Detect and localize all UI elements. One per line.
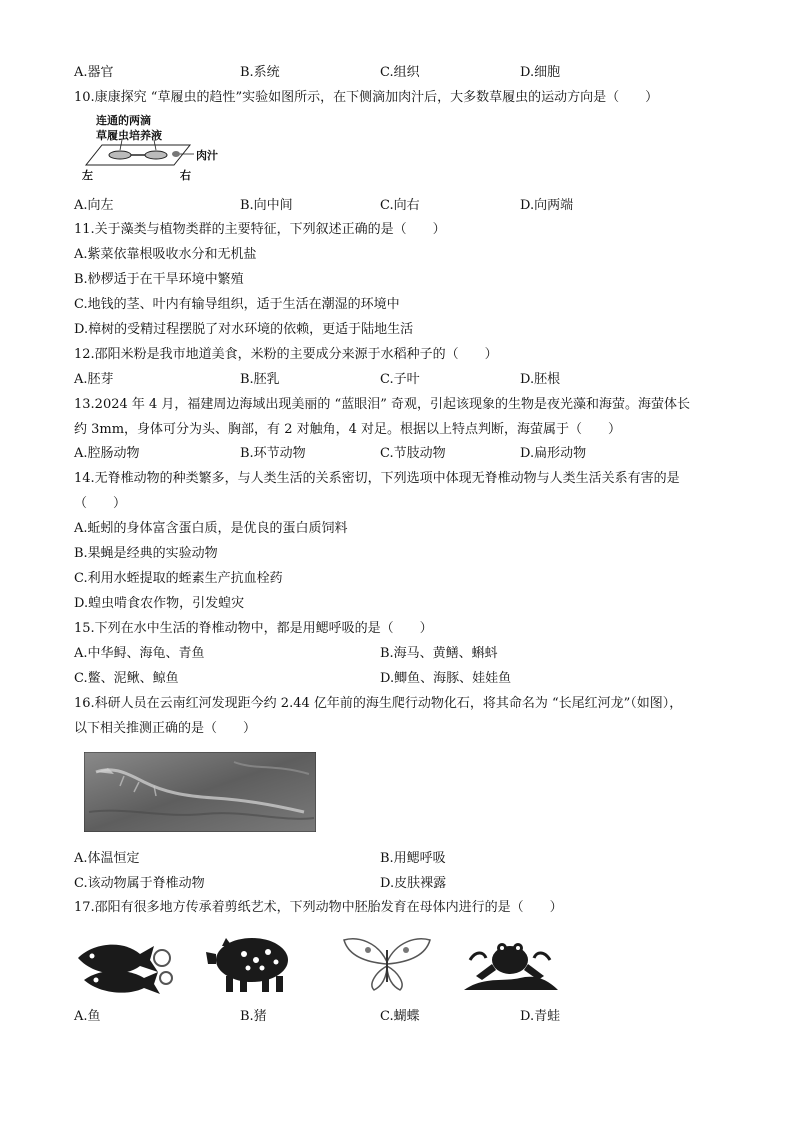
q11-option-b: B.桫椤适于在干旱环境中繁殖 — [74, 272, 244, 287]
q12-option-b: B.胚乳 — [240, 372, 280, 387]
slide-diagram — [74, 110, 254, 182]
q11-option-c: C.地钱的茎、叶内有输导组织，适于生活在潮湿的环境中 — [74, 297, 400, 312]
fossil-image — [84, 752, 316, 832]
q16-option-b: B.用鳃呼吸 — [380, 851, 446, 866]
q17-option-a: A.鱼 — [74, 1009, 101, 1024]
figure-label-culture: 草履虫培养液 — [96, 129, 162, 142]
q15-option-c: C.鳖、泥鳅、鲸鱼 — [74, 671, 179, 686]
q16-stem-line1: 16.科研人员在云南红河发现距今约 2.44 亿年前的海生爬行动物化石，将其命名为 “长尾红河龙”（如图）， — [74, 696, 683, 711]
q14-stem-line2: （ ） — [74, 496, 127, 511]
fish-papercut-icon — [74, 928, 174, 998]
q9-option-a: A.器官 — [74, 65, 114, 80]
figure-label-connected-drops: 连通的两滴 — [96, 114, 151, 127]
q9-option-b: B.系统 — [240, 65, 280, 80]
q13-option-c: C.节肢动物 — [380, 446, 446, 461]
q16-option-d: D.皮肤裸露 — [380, 876, 447, 891]
butterfly-papercut-icon — [338, 932, 436, 994]
q13-stem-line1: 13.2024 年 4 月，福建周边海域出现美丽的 “蓝眼泪” 奇观，引起该现象的生物是夜光藻和海萤。海萤体长 — [74, 397, 690, 412]
q16-stem-line2: 以下相关推测正确的是（ ） — [74, 721, 257, 736]
q14-option-a: A.蚯蚓的身体富含蛋白质，是优良的蛋白质饲料 — [74, 521, 348, 536]
q16-option-c: C.该动物属于脊椎动物 — [74, 876, 205, 891]
q10-option-a: A.向左 — [74, 198, 114, 213]
q11-stem: 11.关于藻类与植物类群的主要特征，下列叙述正确的是（ ） — [74, 222, 446, 237]
q17-option-c: C.蝴蝶 — [380, 1009, 420, 1024]
q9-option-d: D.细胞 — [520, 65, 561, 80]
q10-option-b: B.向中间 — [240, 198, 293, 213]
q10-option-d: D.向两端 — [520, 198, 574, 213]
q15-option-d: D.鲫鱼、海豚、娃娃鱼 — [380, 671, 512, 686]
q10-stem: 10.康康探究 “草履虫的趋性”实验如图所示，在下侧滴加肉汁后，大多数草履虫的运动方向是（ ） — [74, 90, 659, 105]
paramecium-experiment-figure — [74, 110, 254, 182]
q17-stem: 17.邵阳有很多地方传承着剪纸艺术，下列动物中胚胎发育在母体内进行的是（ ） — [74, 900, 563, 915]
q15-stem: 15.下列在水中生活的脊椎动物中，都是用鳃呼吸的是（ ） — [74, 621, 433, 636]
q12-option-a: A.胚芽 — [74, 372, 114, 387]
q16-option-a: A.体温恒定 — [74, 851, 140, 866]
q12-option-d: D.胚根 — [520, 372, 561, 387]
q14-option-d: D.蝗虫啃食农作物，引发蝗灾 — [74, 596, 245, 611]
q13-option-d: D.扁形动物 — [520, 446, 587, 461]
frog-papercut-icon — [460, 930, 560, 996]
q14-option-c: C.利用水蛭提取的蛭素生产抗血栓药 — [74, 571, 283, 586]
q14-stem-line1: 14.无脊椎动物的种类繁多，与人类生活的关系密切，下列选项中体现无脊椎动物与人类生活关系有害的是 — [74, 471, 680, 486]
q11-option-a: A.紫菜依靠根吸收水分和无机盐 — [74, 247, 257, 262]
q15-option-a: A.中华鲟、海龟、青鱼 — [74, 646, 205, 661]
fossil-photo — [84, 752, 316, 832]
q9-option-c: C.组织 — [380, 65, 420, 80]
figure-label-right: 右 — [180, 169, 191, 182]
figure-label-left: 左 — [82, 169, 93, 182]
q13-stem-line2: 约 3mm，身体可分为头、胸部，有 2 对触角，4 对足。根据以上特点判断，海萤属于（ ） — [74, 422, 621, 437]
q17-option-d: D.青蛙 — [520, 1009, 561, 1024]
figure-label-meat-juice: 肉汁 — [196, 149, 218, 162]
q12-option-c: C.子叶 — [380, 372, 420, 387]
q14-option-b: B.果蝇是经典的实验动物 — [74, 546, 218, 561]
q13-option-b: B.环节动物 — [240, 446, 306, 461]
q15-option-b: B.海马、黄鳝、蝌蚪 — [380, 646, 498, 661]
pig-papercut-icon — [204, 930, 296, 994]
q13-option-a: A.腔肠动物 — [74, 446, 140, 461]
q11-option-d: D.樟树的受精过程摆脱了对水环境的依赖，更适于陆地生活 — [74, 322, 414, 337]
q17-option-b: B.猪 — [240, 1009, 267, 1024]
q12-stem: 12.邵阳米粉是我市地道美食，米粉的主要成分来源于水稻种子的（ ） — [74, 347, 498, 362]
q10-option-c: C.向右 — [380, 198, 420, 213]
